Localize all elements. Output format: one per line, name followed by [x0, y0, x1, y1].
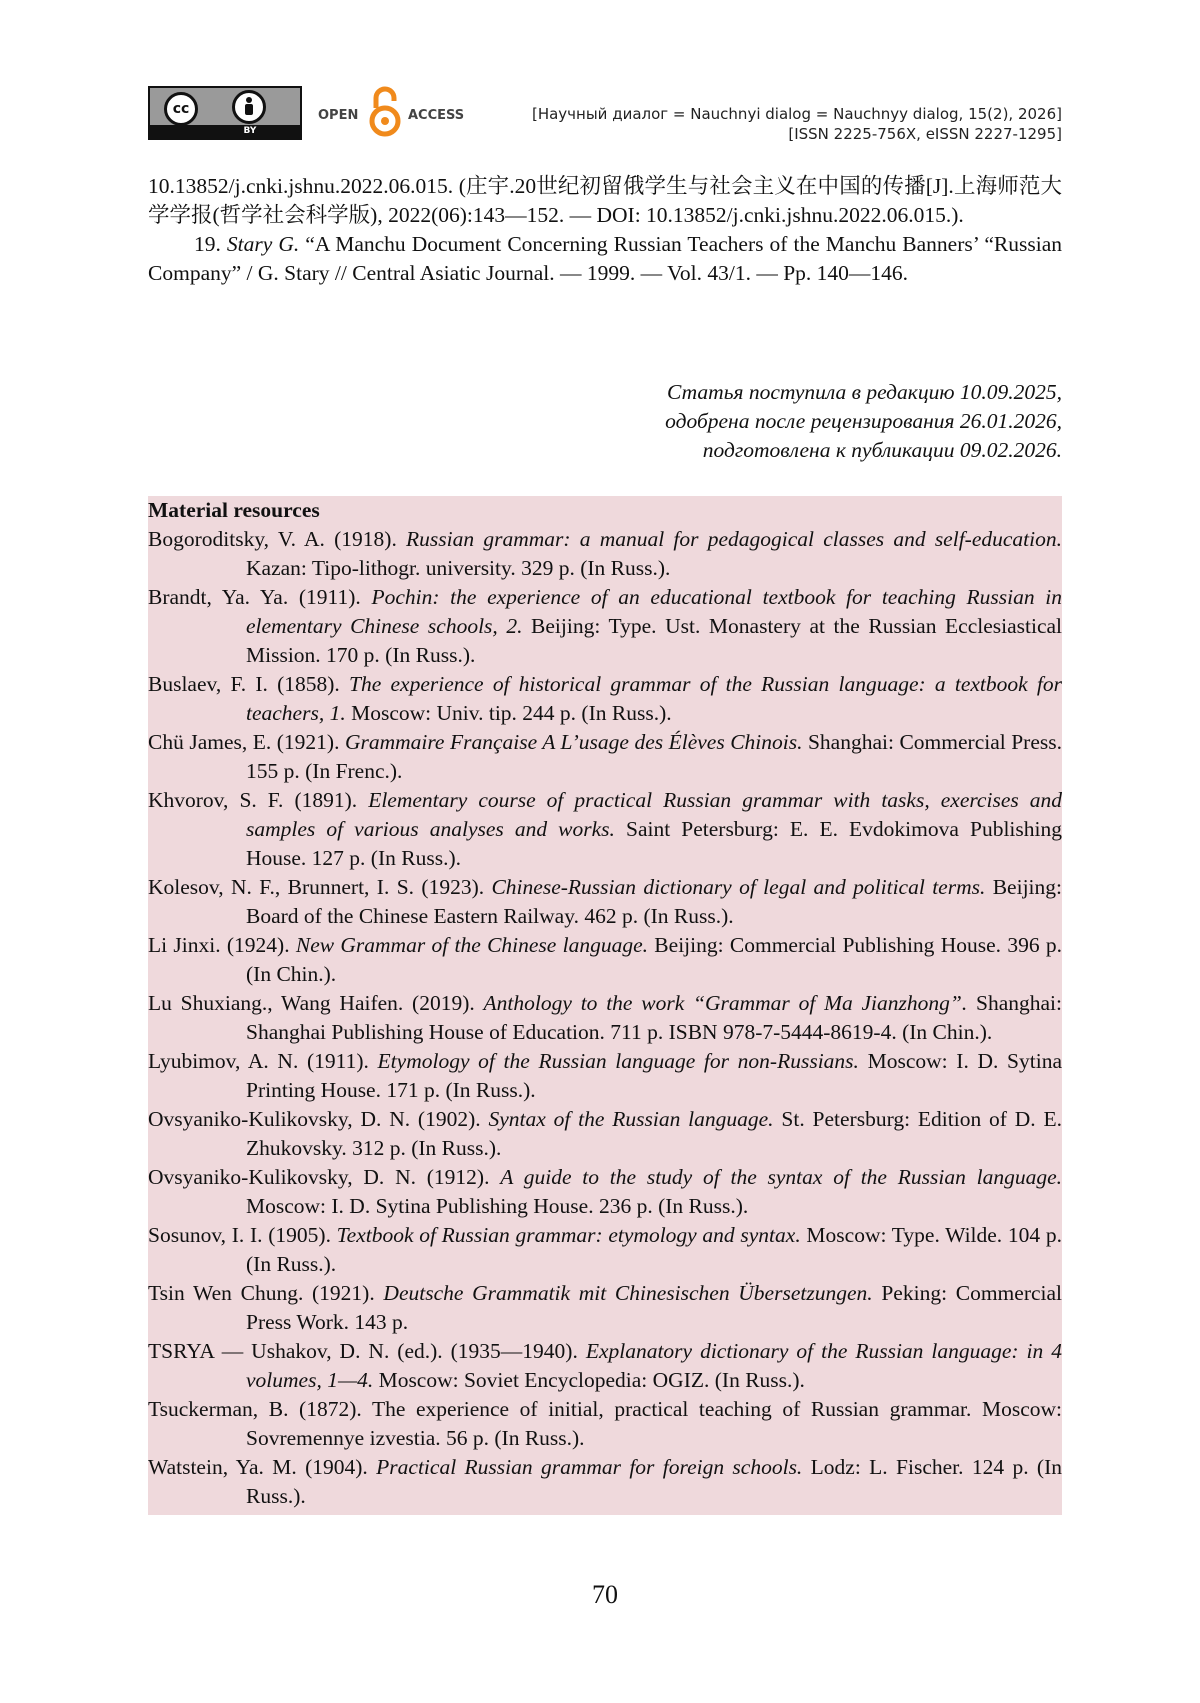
reference-item: Tsin Wen Chung. (1921). Deutsche Grammatik mit Chinesischen Übersetzungen. Peking: Commercial Press Work. 143 p. — [148, 1281, 1063, 1334]
reference-item: Sosunov, I. I. (1905). Textbook of Russian grammar: etymology and syntax. Moscow: Type. Wilde. 104 p. (In Russ.). — [148, 1223, 1062, 1276]
reference-19-author: Stary G. — [226, 232, 300, 256]
date-prepared: подготовлена к публикации 09.02.2026. — [702, 438, 1062, 462]
journal-citation: [Научный диалог = Nauchnyi dialog = Nauchnyy dialog, 15(2), 2026] — [531, 105, 1062, 123]
reference-item: Buslaev, F. I. (1858). The experience of historical grammar of the Russian language: a textbook for teachers, 1. Moscow: Univ. tip. 244 p. (In Russ.). — [148, 672, 1062, 725]
page-number: 70 — [592, 1580, 618, 1609]
journal-issn: [ISSN 2225-756X, eISSN 2227-1295] — [788, 125, 1062, 143]
open-access-logo — [318, 86, 468, 140]
license-by-label: BY — [243, 126, 257, 136]
reference-19-text: “A Manchu Document Concerning Russian Teachers of the Manchu Banners’ “Russian Company” / G. Stary // Central Asiatic Journal. — 1999. — Vol. 43/1. — Pp. 140—146. — [148, 232, 1062, 285]
license-bar — [150, 125, 300, 138]
reference-item: Khvorov, S. F. (1891). Elementary course of practical Russian grammar with tasks, exercises and samples of various analyses and works. Saint Petersburg: E. E. Evdokimova Publishing House. 127 p. (In Russ.). — [148, 788, 1063, 870]
open-access-access-label: ACCESS — [408, 108, 465, 123]
reference-19 — [148, 230, 1062, 288]
reference-item: TSRYA — Ushakov, D. N. (ed.). (1935—1940). Explanatory dictionary of the Russian language: in 4 volumes, 1—4. Moscow: Soviet Encyclopedia: OGIZ. (In Russ.). — [148, 1339, 1062, 1392]
reference-19-number: 19. — [194, 232, 221, 256]
reference-item: Tsuckerman, B. (1872). The experience of initial, practical teaching of Russian grammar. Moscow: Sovremennye izvestia. 56 p. (In Russ.). — [148, 1397, 1062, 1450]
reference-item: Kolesov, N. F., Brunnert, I. S. (1923). Chinese-Russian dictionary of legal and political terms. Beijing: Board of the Chinese Eastern Railway. 462 p. (In Russ.). — [148, 875, 1062, 928]
material-resources-title: Material resources — [148, 498, 320, 522]
page-header — [148, 86, 1062, 146]
reference-item: Ovsyaniko-Kulikovsky, D. N. (1912). A guide to the study of the syntax of the Russian language. Moscow: I. D. Sytina Publishing House. 236 p. (In Russ.). — [148, 1165, 1062, 1218]
reference-item: Chü James, E. (1921). Grammaire Française A L’usage des Élèves Chinois. Shanghai: Commercial Press. 155 p. (In Frenc.). — [148, 730, 1062, 783]
reference-item: Li Jinxi. (1924). New Grammar of the Chinese language. Beijing: Commercial Publishing House. 396 p. (In Chin.). — [148, 933, 1062, 986]
open-access-open-label: OPEN — [318, 108, 359, 123]
reference-item: Lu Shuxiang., Wang Haifen. (2019). Anthology to the work “Grammar of Ma Jianzhong”. Shanghai: Shanghai Publishing House of Education. 711 p. ISBN 978-7-5444-8619-4. (In Chin.). — [148, 991, 1063, 1044]
reference-item: Watstein, Ya. M. (1904). Practical Russian grammar for foreign schools. Lodz: L. Fischer. 124 p. (In Russ.). — [148, 1455, 1062, 1508]
date-approved: одобрена после рецензирования 26.01.2026, — [665, 409, 1062, 433]
creative-commons-icon: cc — [164, 92, 198, 126]
reference-list — [148, 525, 1062, 1511]
date-received: Статья поступила в редакцию 10.09.2025, — [666, 380, 1062, 404]
article-dates — [665, 378, 1062, 465]
open-lock-icon — [368, 86, 402, 138]
material-resources-section — [148, 496, 1062, 1515]
reference-item: Bogoroditsky, V. A. (1918). Russian grammar: a manual for pedagogical classes and self-education. Kazan: Tipo-lithogr. university. 329 p. (In Russ.). — [148, 527, 1062, 580]
cc-by-license-badge[interactable] — [148, 86, 302, 140]
reference-item: Lyubimov, A. N. (1911). Etymology of the Russian language for non-Russians. Moscow: I. D. Sytina Printing House. 171 p. (In Russ.). — [148, 1049, 1062, 1102]
journal-info — [532, 104, 1062, 144]
reference-item: Ovsyaniko-Kulikovsky, D. N. (1902). Syntax of the Russian language. St. Petersburg: Edition of D. E. Zhukovsky. 312 p. (In Russ.). — [148, 1107, 1063, 1160]
reference-item: Brandt, Ya. Ya. (1911). Pochin: the experience of an educational textbook for teaching Russian in elementary Chinese schools, 2. Beijing: Type. Ust. Monastery at the Russian Ecclesiastical Mission. 170 p. (In Russ.). — [148, 585, 1063, 667]
reference-continuation — [148, 172, 1062, 288]
continued-reference: 10.13852/j.cnki.jshnu.2022.06.015. (庄宇.20世纪初留俄学生与社会主义在中国的传播[J].上海师范大学学报(哲学社会科学版), 2022(06):143—152. — DOI: 10.13852/j.cnki.jshnu.2022.06.015.). — [148, 174, 1062, 227]
attribution-person-icon — [232, 90, 266, 124]
